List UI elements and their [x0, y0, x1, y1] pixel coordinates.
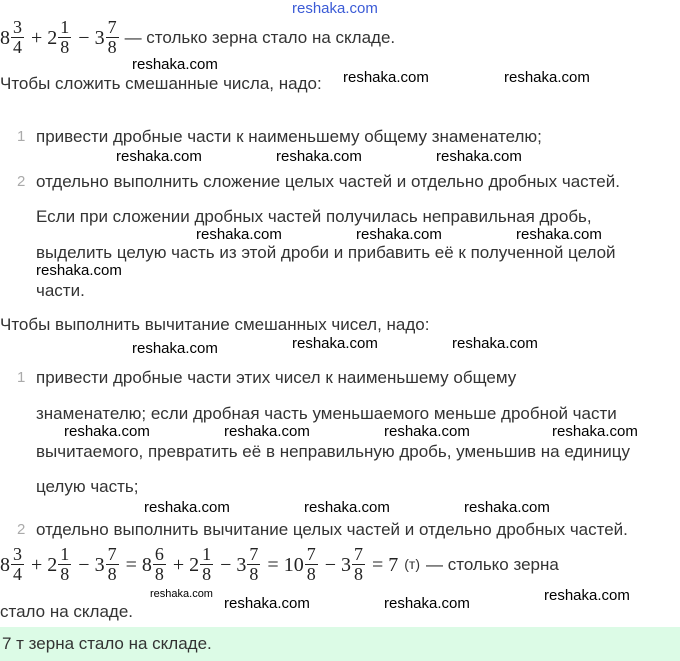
- solution-text-cont: стало на складе.: [0, 602, 134, 621]
- watermark: reshaka.com: [384, 423, 470, 440]
- add-rule: Чтобы сложить смешанные числа, надо:: [0, 74, 322, 93]
- watermark: reshaka.com: [132, 56, 218, 73]
- result-value: 7: [388, 553, 399, 576]
- step-number: 2: [17, 173, 26, 190]
- watermark: reshaka.com: [292, 0, 378, 17]
- solution-text: — столько зерна: [426, 555, 559, 574]
- add-note-line: выделить целую часть из этой дроби и прибавить её к полученной целой: [36, 243, 616, 262]
- sub-step-1-line: знаменателю; если дробная часть уменьшаемого меньше дробной части: [36, 404, 617, 423]
- answer-box: [0, 627, 680, 661]
- sub-step-1-line: целую часть;: [36, 477, 139, 496]
- watermark: reshaka.com: [464, 499, 550, 516]
- unit: (т): [404, 556, 420, 572]
- watermark: reshaka.com: [224, 423, 310, 440]
- watermark: reshaka.com: [436, 148, 522, 165]
- watermark: reshaka.com: [116, 148, 202, 165]
- step-number: 2: [17, 521, 26, 538]
- watermark: reshaka.com: [304, 499, 390, 516]
- sub-step-1-line: вычитаемого, превратить её в неправильную дробь, уменьшив на единицу: [36, 442, 630, 461]
- watermark: reshaka.com: [504, 69, 590, 86]
- expression-intro: 8 3 4 + 2 $\frac{1}{8}$ − 3 $\frac{7}{8}$ — столько зерна стало на складе.: [0, 17, 396, 57]
- watermark: reshaka.com: [452, 335, 538, 352]
- watermark: reshaka.com: [196, 226, 282, 243]
- intro-text: — столько зерна стало на складе.: [124, 28, 396, 47]
- watermark: reshaka.com: [132, 340, 218, 357]
- sub-rule: Чтобы выполнить вычитание смешанных чисел, надо:: [0, 315, 430, 334]
- watermark: reshaka.com: [384, 595, 470, 612]
- watermark: reshaka.com: [64, 423, 150, 440]
- watermark: reshaka.com: [144, 499, 230, 516]
- watermark: reshaka.com: [224, 595, 310, 612]
- answer-text: 7 т зерна стало на складе.: [2, 634, 212, 653]
- watermark: reshaka.com: [552, 423, 638, 440]
- add-step-1: привести дробные части к наименьшему общему знаменателю;: [36, 127, 542, 146]
- sub-step-1-line: привести дробные части этих чисел к наименьшему общему: [36, 368, 517, 387]
- watermark: reshaka.com: [150, 588, 213, 600]
- add-note-line: части.: [36, 281, 85, 300]
- watermark: reshaka.com: [292, 335, 378, 352]
- watermark: reshaka.com: [343, 69, 429, 86]
- watermark: reshaka.com: [516, 226, 602, 243]
- watermark: reshaka.com: [356, 226, 442, 243]
- watermark: reshaka.com: [544, 587, 630, 604]
- watermark: reshaka.com: [276, 148, 362, 165]
- step-number: 1: [17, 128, 26, 145]
- add-note-line: Если при сложении дробных частей получилась неправильная дробь,: [36, 207, 592, 226]
- solution-expression: 8 3 4 + 2 $\frac{1}{8}$ − 3 $\frac{7}{8}$ = 8 $\frac{6}{8}$ + 2 $\frac{1}{8}$ − 3 $\frac{7}{8}$ = 10 $\frac{7}{8}$ − 3 $\frac{7}{8}$ = 7 (т) — столько зерна: [0, 544, 559, 584]
- watermark: reshaka.com: [36, 262, 122, 279]
- add-step-2: отдельно выполнить сложение целых частей и отдельно дробных частей.: [36, 172, 620, 191]
- step-number: 1: [17, 369, 26, 386]
- sub-step-2: отдельно выполнить вычитание целых частей и отдельно дробных частей.: [36, 520, 628, 539]
